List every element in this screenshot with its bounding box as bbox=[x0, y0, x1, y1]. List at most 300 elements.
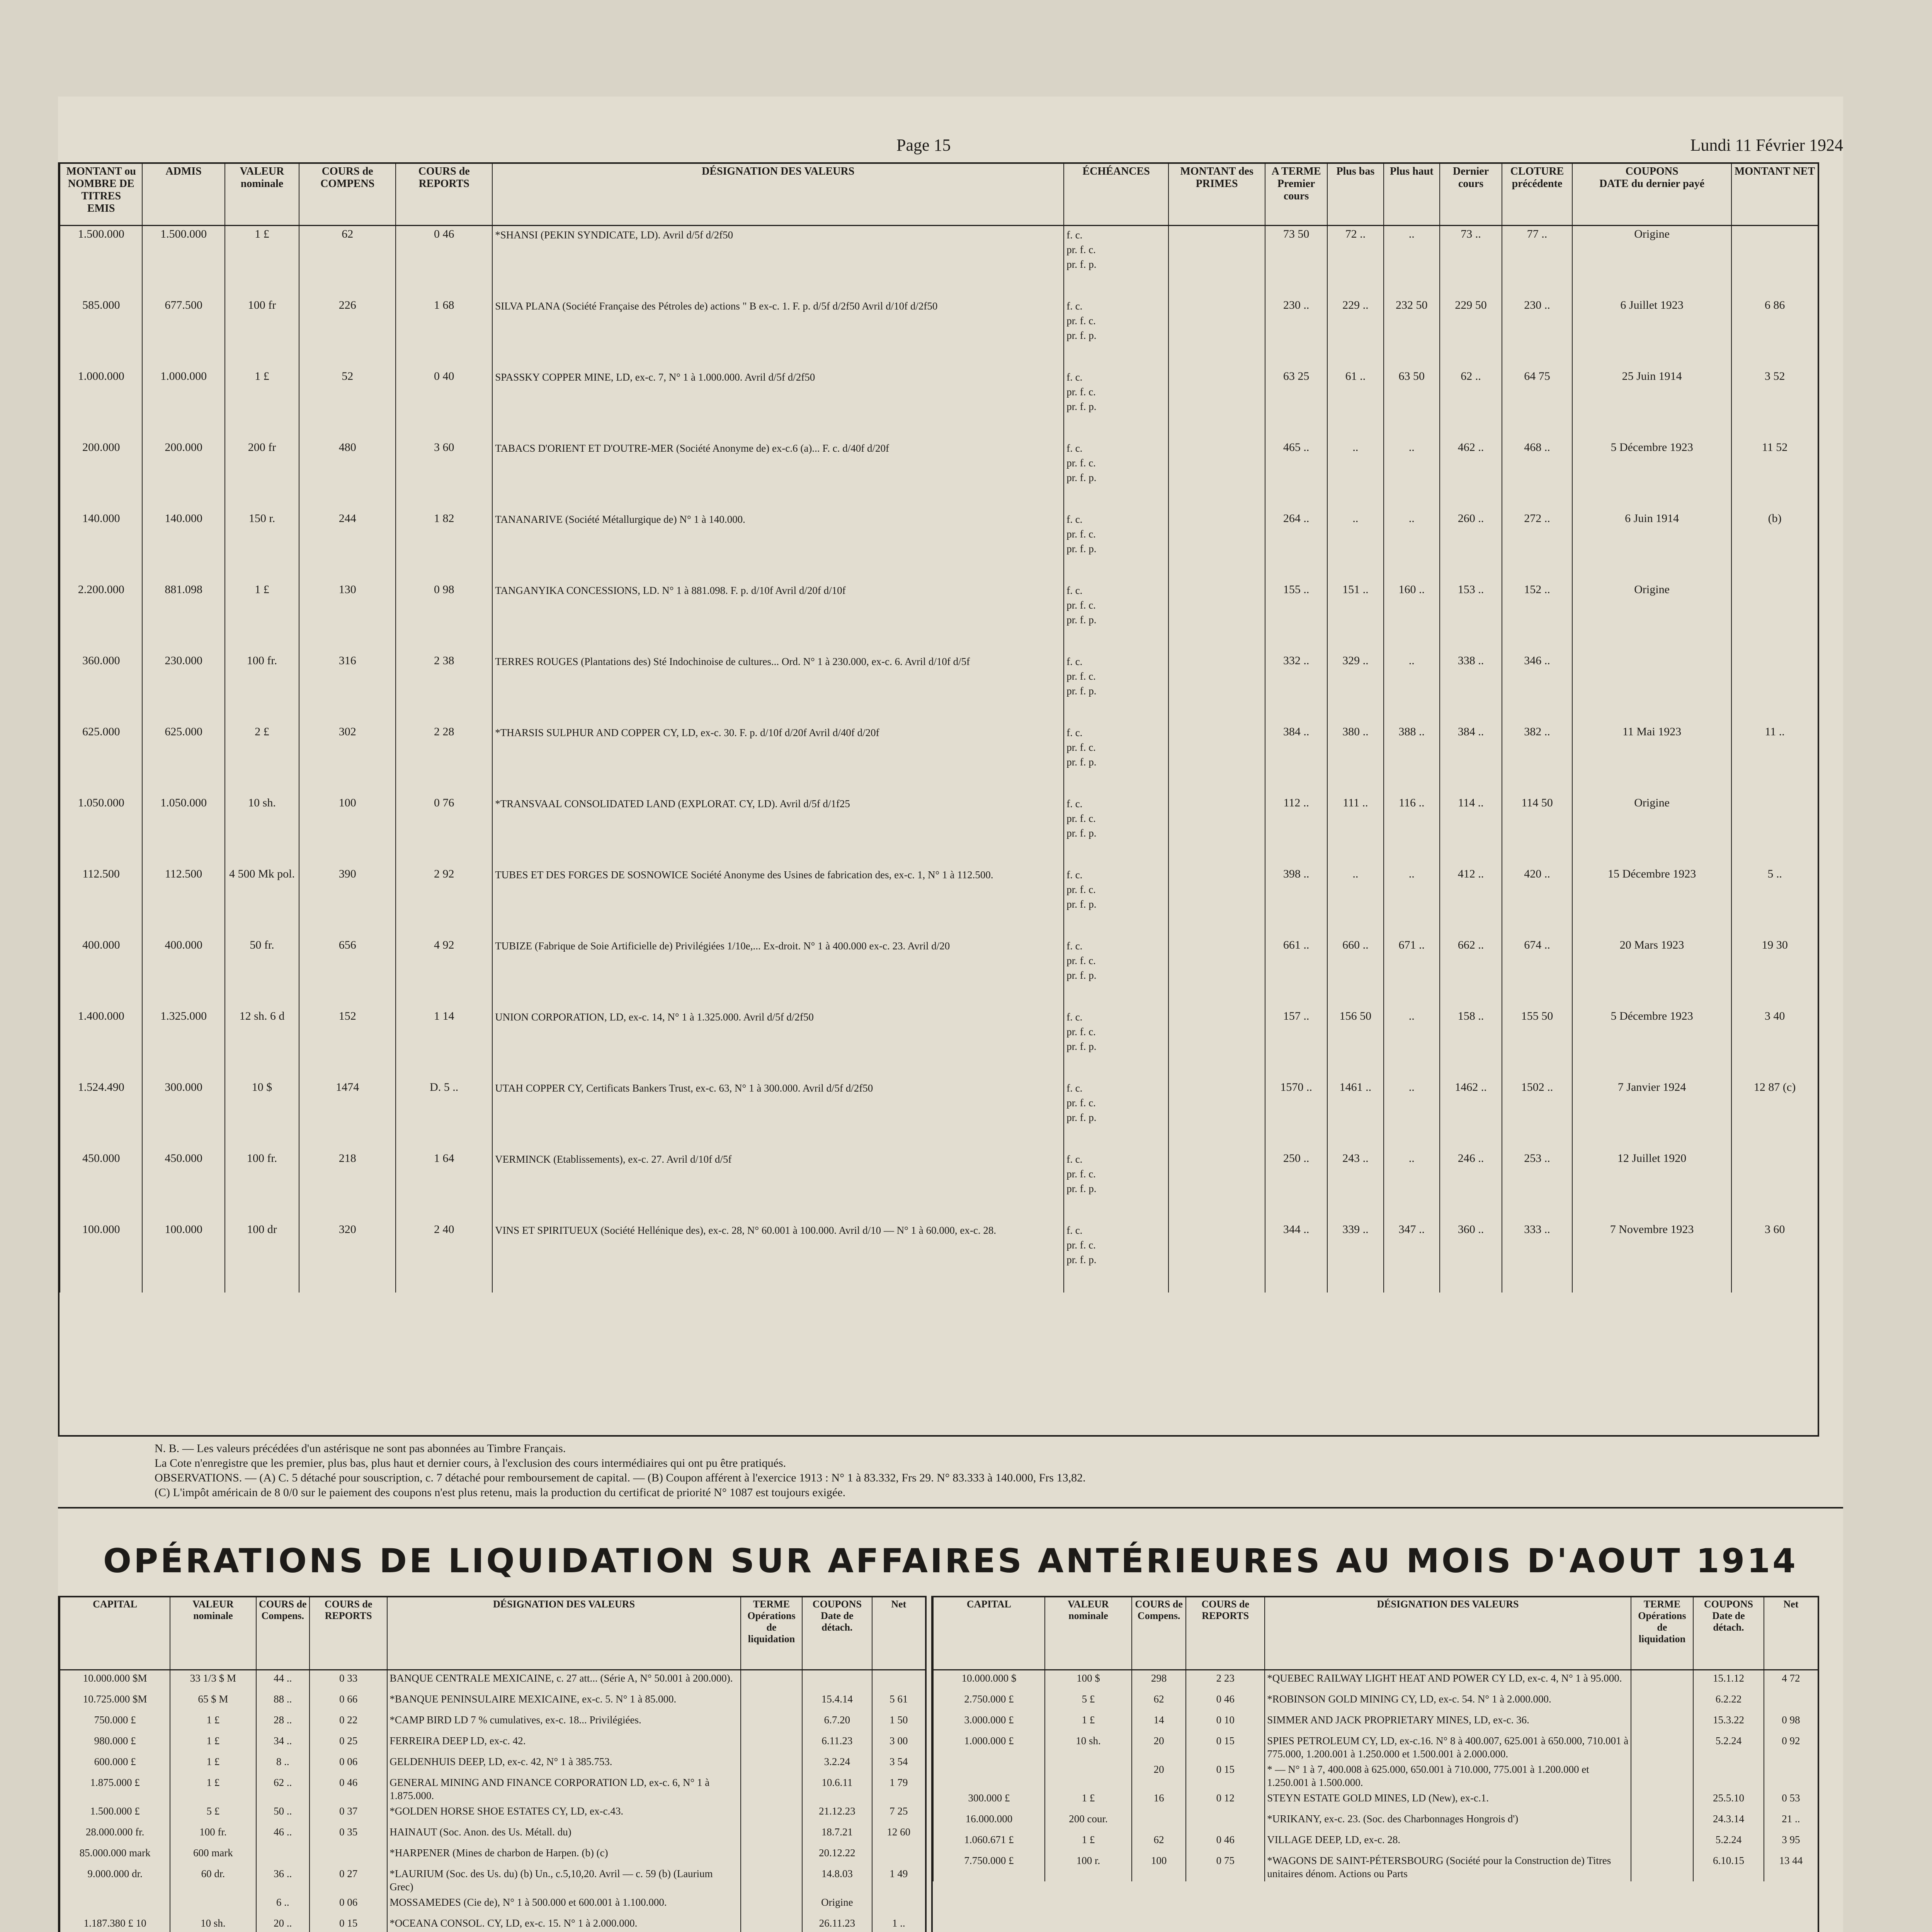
cours-rep-cell: 0 15 bbox=[1186, 1762, 1265, 1790]
plus-bas-cell: 329 .. bbox=[1327, 653, 1383, 724]
coupon-date-cell: 15.3.22 bbox=[1693, 1712, 1764, 1733]
liq-header: Net bbox=[1764, 1597, 1818, 1670]
valeur-cell: 12 sh. 6 d bbox=[225, 1008, 299, 1079]
designation-cell: SPASSKY COPPER MINE, LD, ex-c. 7, N° 1 à 1.000.000. Avril d/5f d/2f50 bbox=[492, 368, 1064, 439]
cours-comp-cell: 88 .. bbox=[256, 1691, 310, 1712]
coupon-date-cell: 20.12.22 bbox=[802, 1845, 872, 1866]
cours-comp-cell: 152 bbox=[299, 1008, 396, 1079]
designation-cell: TANANARIVE (Société Métallurgique de) N° 1 à 140.000. bbox=[492, 510, 1064, 582]
cours-rep-cell: 4 92 bbox=[396, 937, 492, 1008]
primes-cell bbox=[1168, 439, 1265, 510]
plus-bas-cell: 380 .. bbox=[1327, 724, 1383, 795]
capital-cell: 980.000 £ bbox=[60, 1733, 170, 1754]
terme-cell bbox=[741, 1754, 802, 1775]
table-row bbox=[60, 582, 1818, 653]
liq-header: COURS de REPORTS bbox=[1186, 1597, 1265, 1670]
terme-cell bbox=[1631, 1853, 1693, 1881]
emis-cell: 1.524.490 bbox=[60, 1079, 142, 1150]
echeances-cell: f. c. pr. f. c. pr. f. p. bbox=[1064, 226, 1168, 298]
valeur-cell: 100 fr. bbox=[225, 653, 299, 724]
primes-cell bbox=[1168, 1150, 1265, 1221]
capital-cell: 600.000 £ bbox=[60, 1754, 170, 1775]
emis-cell: 400.000 bbox=[60, 937, 142, 1008]
plus-haut-cell: .. bbox=[1384, 866, 1440, 937]
cours-rep-cell: 0 37 bbox=[310, 1803, 387, 1824]
designation-cell: *URIKANY, ex-c. 23. (Soc. des Charbonnages Hongrois d') bbox=[1265, 1811, 1631, 1832]
admis-cell: 1.325.000 bbox=[142, 1008, 224, 1079]
coupon-net-cell: 1 50 bbox=[872, 1712, 925, 1733]
valeur-cell: 150 r. bbox=[225, 510, 299, 582]
liq-header: COUPONS Date de détach. bbox=[802, 1597, 872, 1670]
cours-comp-cell: 100 bbox=[1132, 1853, 1186, 1881]
designation-cell: *LAURIUM (Soc. des Us. du) (b) Un., c.5,10,20. Avril — c. 59 (b) (Laurium Grec) bbox=[387, 1866, 740, 1895]
cours-comp-cell: 36 .. bbox=[256, 1866, 310, 1895]
primes-cell bbox=[1168, 1079, 1265, 1150]
echeances-cell: f. c. pr. f. c. pr. f. p. bbox=[1064, 1221, 1168, 1293]
emis-cell: 1.400.000 bbox=[60, 1008, 142, 1079]
dernier-cours-cell: 229 50 bbox=[1440, 297, 1502, 368]
table-row bbox=[60, 795, 1818, 866]
designation-cell: *THARSIS SULPHUR AND COPPER CY, LD, ex-c. 30. F. p. d/10f d/20f Avril d/40f d/20f bbox=[492, 724, 1064, 795]
cours-rep-cell: 2 92 bbox=[396, 866, 492, 937]
coupon-net-cell: 12 60 bbox=[872, 1824, 925, 1845]
capital-cell: 16.000.000 bbox=[933, 1811, 1045, 1832]
plus-bas-cell: 72 .. bbox=[1327, 226, 1383, 298]
table-row bbox=[60, 1895, 925, 1915]
plus-haut-cell: 671 .. bbox=[1384, 937, 1440, 1008]
table-row bbox=[60, 1866, 925, 1895]
dernier-cours-cell: 260 .. bbox=[1440, 510, 1502, 582]
plus-bas-cell: 660 .. bbox=[1327, 937, 1383, 1008]
newspaper-page bbox=[58, 97, 1843, 1932]
admis-cell: 112.500 bbox=[142, 866, 224, 937]
coupon-date-cell: 15.4.14 bbox=[802, 1691, 872, 1712]
table-row bbox=[60, 866, 1818, 937]
primes-cell bbox=[1168, 937, 1265, 1008]
plus-haut-cell: .. bbox=[1384, 439, 1440, 510]
table-row bbox=[60, 368, 1818, 439]
plus-haut-cell: 160 .. bbox=[1384, 582, 1440, 653]
cours-rep-cell: 0 06 bbox=[310, 1895, 387, 1915]
valeur-cell: 100 fr. bbox=[225, 1150, 299, 1221]
cours-rep-cell: 1 68 bbox=[396, 297, 492, 368]
coupon-date-cell: 5 Décembre 1923 bbox=[1572, 439, 1731, 510]
table-row bbox=[933, 1691, 1818, 1712]
table-row bbox=[60, 653, 1818, 724]
page-header bbox=[58, 128, 1843, 162]
cours-comp-cell: 62 .. bbox=[256, 1775, 310, 1803]
coupon-net-cell: 0 98 bbox=[1764, 1712, 1818, 1733]
premier-cours-cell: 112 .. bbox=[1265, 795, 1327, 866]
emis-cell: 140.000 bbox=[60, 510, 142, 582]
admis-cell: 230.000 bbox=[142, 653, 224, 724]
page-date: Lundi 11 Février 1924 bbox=[1690, 136, 1843, 155]
terme-cell bbox=[741, 1691, 802, 1712]
plus-bas-cell: 111 .. bbox=[1327, 795, 1383, 866]
coupon-net-cell: 3 54 bbox=[872, 1754, 925, 1775]
plus-haut-cell: .. bbox=[1384, 510, 1440, 582]
emis-cell: 360.000 bbox=[60, 653, 142, 724]
terme-cell bbox=[741, 1803, 802, 1824]
coupon-net-cell: 1 .. bbox=[872, 1915, 925, 1932]
echeances-cell: f. c. pr. f. c. pr. f. p. bbox=[1064, 1008, 1168, 1079]
dernier-cours-cell: 338 .. bbox=[1440, 653, 1502, 724]
capital-cell bbox=[60, 1895, 170, 1915]
premier-cours-cell: 465 .. bbox=[1265, 439, 1327, 510]
cloture-cell: 333 .. bbox=[1502, 1221, 1572, 1293]
terme-cell bbox=[741, 1895, 802, 1915]
cours-rep-cell: 0 35 bbox=[310, 1824, 387, 1845]
premier-cours-cell: 250 .. bbox=[1265, 1150, 1327, 1221]
coupon-net-cell: 4 72 bbox=[1764, 1670, 1818, 1692]
cours-comp-cell: 480 bbox=[299, 439, 396, 510]
cours-comp-cell: 62 bbox=[299, 226, 396, 298]
coupon-date-cell: 26.11.23 bbox=[802, 1915, 872, 1932]
coupon-net-cell bbox=[872, 1670, 925, 1692]
designation-cell: VERMINCK (Etablissements), ex-c. 27. Avril d/10f d/5f bbox=[492, 1150, 1064, 1221]
cours-comp-cell: 316 bbox=[299, 653, 396, 724]
designation-cell: VILLAGE DEEP, LD, ex-c. 28. bbox=[1265, 1832, 1631, 1853]
cours-rep-cell: 0 22 bbox=[310, 1712, 387, 1733]
dernier-cours-cell: 114 .. bbox=[1440, 795, 1502, 866]
capital-cell bbox=[933, 1762, 1045, 1790]
cours-rep-cell bbox=[1186, 1811, 1265, 1832]
cours-comp-cell: 8 .. bbox=[256, 1754, 310, 1775]
coupon-date-cell: 3.2.24 bbox=[802, 1754, 872, 1775]
table-row bbox=[933, 1832, 1818, 1853]
valeur-cell: 100 fr bbox=[225, 297, 299, 368]
main-table-frame bbox=[58, 162, 1819, 1437]
coupon-date-cell: Origine bbox=[1572, 226, 1731, 298]
dernier-cours-cell: 360 .. bbox=[1440, 1221, 1502, 1293]
echeances-cell: f. c. pr. f. c. pr. f. p. bbox=[1064, 510, 1168, 582]
coupon-date-cell: 25.5.10 bbox=[1693, 1790, 1764, 1811]
cloture-cell: 272 .. bbox=[1502, 510, 1572, 582]
table-row bbox=[60, 439, 1818, 510]
coupon-net-cell: 0 92 bbox=[1764, 1733, 1818, 1762]
designation-cell: TERRES ROUGES (Plantations des) Sté Indochinoise de cultures... Ord. N° 1 à 230.000, ex-c. 6. Avril d/10f d/5f bbox=[492, 653, 1064, 724]
valeur-cell: 4 500 Mk pol. bbox=[225, 866, 299, 937]
table-row bbox=[60, 1008, 1818, 1079]
valeur-cell: 1 £ bbox=[225, 226, 299, 298]
liq-header: COURS de Compens. bbox=[1132, 1597, 1186, 1670]
table-row bbox=[933, 1733, 1818, 1762]
coupon-net-cell: 0 53 bbox=[1764, 1790, 1818, 1811]
coupon-net-cell bbox=[1731, 226, 1818, 298]
terme-cell bbox=[741, 1733, 802, 1754]
coupon-net-cell: 3 00 bbox=[872, 1733, 925, 1754]
plus-haut-cell: 388 .. bbox=[1384, 724, 1440, 795]
cloture-cell: 155 50 bbox=[1502, 1008, 1572, 1079]
premier-cours-cell: 264 .. bbox=[1265, 510, 1327, 582]
valeur-cell: 10 sh. bbox=[170, 1915, 256, 1932]
cours-rep-cell: 0 76 bbox=[396, 795, 492, 866]
valeur-cell: 100 fr. bbox=[170, 1824, 256, 1845]
liq-header: COURS de REPORTS bbox=[310, 1597, 387, 1670]
liquidation-right-frame bbox=[931, 1596, 1819, 1932]
coupon-date-cell: 6.11.23 bbox=[802, 1733, 872, 1754]
echeances-cell: f. c. pr. f. c. pr. f. p. bbox=[1064, 439, 1168, 510]
premier-cours-cell: 344 .. bbox=[1265, 1221, 1327, 1293]
cours-comp-cell: 20 bbox=[1132, 1762, 1186, 1790]
primes-cell bbox=[1168, 795, 1265, 866]
coupon-net-cell: 5 .. bbox=[1731, 866, 1818, 937]
capital-cell: 10.725.000 $M bbox=[60, 1691, 170, 1712]
header-primes: MONTANT des PRIMES bbox=[1168, 164, 1265, 226]
note-line: (C) L'impôt américain de 8 0/0 sur le paiement des coupons n'est plus retenu, mais la production du certificat de priorité N° 1087 est toujours exigée. bbox=[155, 1486, 846, 1499]
plus-bas-cell: .. bbox=[1327, 866, 1383, 937]
cours-rep-cell: 0 46 bbox=[310, 1775, 387, 1803]
emis-cell: 1.500.000 bbox=[60, 226, 142, 298]
terme-cell bbox=[1631, 1712, 1693, 1733]
cours-rep-cell: 2 38 bbox=[396, 653, 492, 724]
plus-haut-cell: 347 .. bbox=[1384, 1221, 1440, 1293]
admis-cell: 881.098 bbox=[142, 582, 224, 653]
terme-cell bbox=[741, 1775, 802, 1803]
echeances-cell: f. c. pr. f. c. pr. f. p. bbox=[1064, 866, 1168, 937]
dernier-cours-cell: 662 .. bbox=[1440, 937, 1502, 1008]
admis-cell: 300.000 bbox=[142, 1079, 224, 1150]
coupon-net-cell: 12 87 (c) bbox=[1731, 1079, 1818, 1150]
premier-cours-cell: 332 .. bbox=[1265, 653, 1327, 724]
coupon-date-cell: 15.1.12 bbox=[1693, 1670, 1764, 1692]
main-securities-table bbox=[60, 164, 1818, 1293]
table-row bbox=[60, 1845, 925, 1866]
capital-cell: 1.500.000 £ bbox=[60, 1803, 170, 1824]
valeur-cell: 100 dr bbox=[225, 1221, 299, 1293]
liq-header: COURS de Compens. bbox=[256, 1597, 310, 1670]
cours-rep-cell: 0 46 bbox=[1186, 1691, 1265, 1712]
coupon-net-cell: 19 30 bbox=[1731, 937, 1818, 1008]
cours-comp-cell: 302 bbox=[299, 724, 396, 795]
table-row bbox=[60, 1670, 925, 1692]
plus-haut-cell: 116 .. bbox=[1384, 795, 1440, 866]
coupon-date-cell: 24.3.14 bbox=[1693, 1811, 1764, 1832]
admis-cell: 100.000 bbox=[142, 1221, 224, 1293]
coupon-net-cell: 13 44 bbox=[1764, 1853, 1818, 1881]
dernier-cours-cell: 73 .. bbox=[1440, 226, 1502, 298]
capital-cell: 300.000 £ bbox=[933, 1790, 1045, 1811]
cours-comp-cell: 390 bbox=[299, 866, 396, 937]
coupon-net-cell bbox=[1731, 1150, 1818, 1221]
designation-cell: STEYN ESTATE GOLD MINES, LD (New), ex-c.1. bbox=[1265, 1790, 1631, 1811]
echeances-cell: f. c. pr. f. c. pr. f. p. bbox=[1064, 1150, 1168, 1221]
terme-cell bbox=[1631, 1762, 1693, 1790]
echeances-cell: f. c. pr. f. c. pr. f. p. bbox=[1064, 795, 1168, 866]
cours-rep-cell: 0 15 bbox=[310, 1915, 387, 1932]
cours-rep-cell: D. 5 .. bbox=[396, 1079, 492, 1150]
cours-comp-cell: 6 .. bbox=[256, 1895, 310, 1915]
cours-rep-cell: 3 60 bbox=[396, 439, 492, 510]
primes-cell bbox=[1168, 226, 1265, 298]
table-row bbox=[60, 1079, 1818, 1150]
main-table-header bbox=[60, 164, 1818, 226]
premier-cours-cell: 1570 .. bbox=[1265, 1079, 1327, 1150]
valeur-cell bbox=[1045, 1762, 1132, 1790]
header-plus-bas: Plus bas bbox=[1327, 164, 1383, 226]
cloture-cell: 468 .. bbox=[1502, 439, 1572, 510]
designation-cell: *QUEBEC RAILWAY LIGHT HEAT AND POWER CY LD, ex-c. 4, N° 1 à 95.000. bbox=[1265, 1670, 1631, 1692]
liq-header: COUPONS Date de détach. bbox=[1693, 1597, 1764, 1670]
coupon-net-cell: 21 .. bbox=[1764, 1811, 1818, 1832]
coupon-net-cell bbox=[1764, 1762, 1818, 1790]
cloture-cell: 674 .. bbox=[1502, 937, 1572, 1008]
cloture-cell: 230 .. bbox=[1502, 297, 1572, 368]
echeances-cell: f. c. pr. f. c. pr. f. p. bbox=[1064, 724, 1168, 795]
valeur-cell: 5 £ bbox=[170, 1803, 256, 1824]
dernier-cours-cell: 246 .. bbox=[1440, 1150, 1502, 1221]
cours-rep-cell: 1 64 bbox=[396, 1150, 492, 1221]
terme-cell bbox=[1631, 1691, 1693, 1712]
coupon-date-cell: Origine bbox=[1572, 795, 1731, 866]
plus-haut-cell: .. bbox=[1384, 226, 1440, 298]
capital-cell: 1.000.000 £ bbox=[933, 1733, 1045, 1762]
coupon-date-cell bbox=[1693, 1762, 1764, 1790]
premier-cours-cell: 398 .. bbox=[1265, 866, 1327, 937]
admis-cell: 677.500 bbox=[142, 297, 224, 368]
coupon-net-cell bbox=[1731, 582, 1818, 653]
header-admis: ADMIS bbox=[142, 164, 224, 226]
plus-bas-cell: 1461 .. bbox=[1327, 1079, 1383, 1150]
header-designation: DÉSIGNATION DES VALEURS bbox=[492, 164, 1064, 226]
designation-cell: MOSSAMEDES (Cie de), N° 1 à 500.000 et 600.001 à 1.100.000. bbox=[387, 1895, 740, 1915]
designation-cell: *CAMP BIRD LD 7 % cumulatives, ex-c. 18... Privilégiées. bbox=[387, 1712, 740, 1733]
plus-bas-cell: 156 50 bbox=[1327, 1008, 1383, 1079]
plus-haut-cell: 63 50 bbox=[1384, 368, 1440, 439]
table-row bbox=[60, 1824, 925, 1845]
coupon-net-cell: 7 25 bbox=[872, 1803, 925, 1824]
coupon-date-cell: 5.2.24 bbox=[1693, 1733, 1764, 1762]
plus-bas-cell: 339 .. bbox=[1327, 1221, 1383, 1293]
valeur-cell: 10 $ bbox=[225, 1079, 299, 1150]
primes-cell bbox=[1168, 368, 1265, 439]
dernier-cours-cell: 462 .. bbox=[1440, 439, 1502, 510]
coupon-net-cell bbox=[872, 1895, 925, 1915]
coupon-date-cell: 12 Juillet 1920 bbox=[1572, 1150, 1731, 1221]
capital-cell: 1.875.000 £ bbox=[60, 1775, 170, 1803]
terme-cell bbox=[741, 1824, 802, 1845]
primes-cell bbox=[1168, 653, 1265, 724]
terme-cell bbox=[1631, 1790, 1693, 1811]
coupon-net-cell: 3 40 bbox=[1731, 1008, 1818, 1079]
table-row bbox=[60, 226, 1818, 298]
coupon-date-cell bbox=[802, 1670, 872, 1692]
valeur-cell bbox=[170, 1895, 256, 1915]
primes-cell bbox=[1168, 866, 1265, 937]
header-cours-comp: COURS de COMPENS bbox=[299, 164, 396, 226]
note-line: N. B. — Les valeurs précédées d'un astérisque ne sont pas abonnées au Timbre Français. bbox=[155, 1442, 566, 1455]
coupon-net-cell bbox=[872, 1845, 925, 1866]
echeances-cell: f. c. pr. f. c. pr. f. p. bbox=[1064, 937, 1168, 1008]
emis-cell: 625.000 bbox=[60, 724, 142, 795]
header-valeur: VALEUR nominale bbox=[225, 164, 299, 226]
table-row bbox=[60, 1775, 925, 1803]
designation-cell: GELDENHUIS DEEP, LD, ex-c. 42, N° 1 à 385.753. bbox=[387, 1754, 740, 1775]
terme-cell bbox=[741, 1712, 802, 1733]
plus-haut-cell: .. bbox=[1384, 653, 1440, 724]
cours-comp-cell: 62 bbox=[1132, 1691, 1186, 1712]
header-montant-net: MONTANT NET bbox=[1731, 164, 1818, 226]
cours-comp-cell: 218 bbox=[299, 1150, 396, 1221]
dernier-cours-cell: 153 .. bbox=[1440, 582, 1502, 653]
plus-haut-cell: .. bbox=[1384, 1079, 1440, 1150]
coupon-date-cell: 6.2.22 bbox=[1693, 1691, 1764, 1712]
cours-rep-cell: 0 15 bbox=[1186, 1733, 1265, 1762]
cours-comp-cell: 244 bbox=[299, 510, 396, 582]
table-row bbox=[60, 1754, 925, 1775]
table-row bbox=[933, 1811, 1818, 1832]
coupon-date-cell: 5.2.24 bbox=[1693, 1832, 1764, 1853]
cours-comp-cell: 16 bbox=[1132, 1790, 1186, 1811]
main-table-notes bbox=[155, 1441, 1739, 1500]
primes-cell bbox=[1168, 1008, 1265, 1079]
page-number: Page 15 bbox=[896, 136, 951, 155]
capital-cell: 9.000.000 dr. bbox=[60, 1866, 170, 1895]
designation-cell: GENERAL MINING AND FINANCE CORPORATION LD, ex-c. 6, N° 1 à 1.875.000. bbox=[387, 1775, 740, 1803]
cloture-cell: 346 .. bbox=[1502, 653, 1572, 724]
cours-rep-cell: 0 06 bbox=[310, 1754, 387, 1775]
capital-cell: 3.000.000 £ bbox=[933, 1712, 1045, 1733]
liq-header: VALEUR nominale bbox=[1045, 1597, 1132, 1670]
valeur-cell: 600 mark bbox=[170, 1845, 256, 1866]
echeances-cell: f. c. pr. f. c. pr. f. p. bbox=[1064, 1079, 1168, 1150]
designation-cell: *BANQUE PENINSULAIRE MEXICAINE, ex-c. 5. N° 1 à 85.000. bbox=[387, 1691, 740, 1712]
valeur-cell: 100 r. bbox=[1045, 1853, 1132, 1881]
primes-cell bbox=[1168, 1221, 1265, 1293]
valeur-cell: 65 $ M bbox=[170, 1691, 256, 1712]
primes-cell bbox=[1168, 724, 1265, 795]
cours-comp-cell bbox=[256, 1845, 310, 1866]
echeances-cell: f. c. pr. f. c. pr. f. p. bbox=[1064, 297, 1168, 368]
cours-rep-cell: 0 75 bbox=[1186, 1853, 1265, 1881]
terme-cell bbox=[741, 1670, 802, 1692]
valeur-cell: 1 £ bbox=[225, 582, 299, 653]
premier-cours-cell: 63 25 bbox=[1265, 368, 1327, 439]
designation-cell: SILVA PLANA (Société Française des Pétroles de) actions " B ex-c. 1. F. p. d/5f d/2f50 Avril d/10f d/2f50 bbox=[492, 297, 1064, 368]
primes-cell bbox=[1168, 582, 1265, 653]
capital-cell: 2.750.000 £ bbox=[933, 1691, 1045, 1712]
coupon-date-cell: Origine bbox=[1572, 582, 1731, 653]
designation-cell: VINS ET SPIRITUEUX (Société Hellénique des), ex-c. 28, N° 60.001 à 100.000. Avril d/10 — N° 1 à 60.000, ex-c. 28. bbox=[492, 1221, 1064, 1293]
liquidation-title: OPÉRATIONS DE LIQUIDATION SUR AFFAIRES ANTÉRIEURES AU MOIS D'AOUT 1914 bbox=[103, 1542, 1798, 1580]
plus-bas-cell: .. bbox=[1327, 510, 1383, 582]
cours-rep-cell: 0 33 bbox=[310, 1670, 387, 1692]
cours-comp-cell: 656 bbox=[299, 937, 396, 1008]
cours-rep-cell: 1 82 bbox=[396, 510, 492, 582]
table-row bbox=[60, 297, 1818, 368]
capital-cell: 85.000.000 mark bbox=[60, 1845, 170, 1866]
table-row bbox=[933, 1762, 1818, 1790]
cours-rep-cell: 0 12 bbox=[1186, 1790, 1265, 1811]
valeur-cell: 100 $ bbox=[1045, 1670, 1132, 1692]
liq-header: TERME Opérations de liquidation bbox=[1631, 1597, 1693, 1670]
coupon-date-cell: 25 Juin 1914 bbox=[1572, 368, 1731, 439]
liquidation-left-table bbox=[60, 1597, 925, 1932]
valeur-cell: 2 £ bbox=[225, 724, 299, 795]
cours-rep-cell: 0 25 bbox=[310, 1733, 387, 1754]
valeur-cell: 1 £ bbox=[1045, 1832, 1132, 1853]
cloture-cell: 152 .. bbox=[1502, 582, 1572, 653]
table-row bbox=[60, 1150, 1818, 1221]
plus-bas-cell: 61 .. bbox=[1327, 368, 1383, 439]
cours-comp-cell: 34 .. bbox=[256, 1733, 310, 1754]
valeur-cell: 200 cour. bbox=[1045, 1811, 1132, 1832]
designation-cell: * — N° 1 à 7, 400.008 à 625.000, 650.001 à 710.000, 775.001 à 1.200.000 et 1.250.001 à 1.500.000. bbox=[1265, 1762, 1631, 1790]
capital-cell: 1.060.671 £ bbox=[933, 1832, 1045, 1853]
coupon-date-cell: 10.6.11 bbox=[802, 1775, 872, 1803]
echeances-cell: f. c. pr. f. c. pr. f. p. bbox=[1064, 653, 1168, 724]
capital-cell: 10.000.000 $M bbox=[60, 1670, 170, 1692]
